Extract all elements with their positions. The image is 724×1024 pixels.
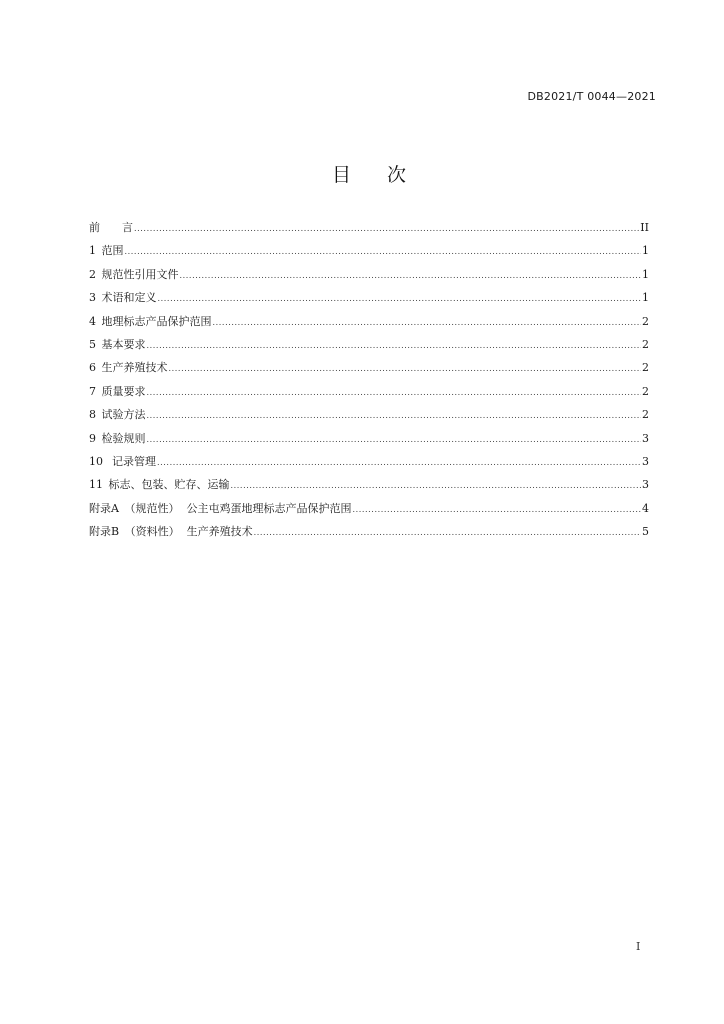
toc-entry-number: 前	[89, 221, 122, 234]
toc-entry-number: 11	[89, 478, 109, 492]
toc-leader-dots	[134, 221, 639, 237]
page-number: I	[636, 940, 641, 953]
toc-entry-page: 3	[642, 454, 649, 468]
toc-entry-page: 2	[642, 361, 649, 375]
toc-leader-dots	[352, 502, 641, 518]
toc-entry-label: 范围	[101, 244, 124, 258]
toc-entry-4[interactable]	[89, 314, 649, 337]
toc-entry-number: 附录B	[89, 525, 125, 539]
toc-entry-label: 质量要求	[101, 384, 146, 398]
toc-entry-appendix-b[interactable]	[89, 524, 649, 547]
toc-entry-foreword[interactable]	[89, 220, 649, 243]
document-code: DB2021/T 0044—2021	[527, 90, 656, 103]
toc-entry-label: 检验规则	[101, 431, 146, 445]
toc-entry-label: 记录管理	[108, 454, 156, 468]
toc-entry-page: 2	[642, 337, 649, 351]
toc-entry-11[interactable]	[89, 477, 649, 500]
toc-entry-label: （规范性） 公主屯鸡蛋地理标志产品保护范围	[124, 501, 352, 515]
toc-entry-3[interactable]	[89, 290, 649, 313]
toc-title-part2: 次	[387, 164, 407, 186]
table-of-contents	[89, 220, 649, 547]
toc-entry-number: 5	[89, 337, 102, 351]
toc-entry-7[interactable]	[89, 384, 649, 407]
toc-entry-number: 6	[89, 361, 102, 375]
toc-entry-label: 基本要求	[101, 337, 146, 351]
toc-entry-8[interactable]	[89, 407, 649, 430]
toc-title	[332, 160, 406, 187]
toc-entry-10[interactable]	[89, 454, 649, 477]
toc-entry-page: 3	[642, 431, 649, 445]
toc-entry-number: 8	[89, 408, 102, 422]
toc-leader-dots	[147, 432, 642, 448]
toc-entry-number: 3	[89, 291, 102, 305]
toc-entry-page: 4	[642, 501, 649, 515]
toc-entry-label: 标志、包装、贮存、运输	[108, 478, 230, 492]
toc-entry-label: 规范性引用文件	[101, 267, 179, 281]
toc-entry-number: 附录A	[89, 501, 125, 515]
toc-entry-number: 10	[89, 454, 109, 468]
toc-entry-number: 2	[89, 267, 102, 281]
toc-leader-dots	[254, 525, 641, 541]
toc-entry-label: 术语和定义	[101, 291, 157, 305]
toc-entry-label: 言	[122, 221, 133, 234]
toc-entry-page: 3	[642, 478, 649, 492]
toc-leader-dots	[147, 338, 642, 354]
toc-leader-dots	[157, 455, 641, 471]
toc-title-part1: 目	[332, 164, 352, 186]
toc-entry-page: II	[640, 221, 649, 234]
toc-leader-dots	[125, 244, 642, 260]
toc-leader-dots	[169, 361, 642, 377]
toc-leader-dots	[158, 291, 642, 307]
toc-entry-page: 1	[642, 291, 649, 305]
toc-leader-dots	[147, 408, 642, 424]
toc-leader-dots	[180, 268, 642, 284]
toc-entry-number: 1	[89, 244, 102, 258]
toc-entry-page: 2	[642, 314, 649, 328]
toc-entry-appendix-a[interactable]	[89, 501, 649, 524]
toc-entry-page: 5	[642, 525, 649, 539]
toc-entry-2[interactable]	[89, 267, 649, 290]
toc-entry-page: 2	[642, 384, 649, 398]
toc-entry-6[interactable]	[89, 360, 649, 383]
toc-entry-page: 1	[642, 244, 649, 258]
toc-entry-page: 1	[642, 267, 649, 281]
toc-entry-1[interactable]	[89, 243, 649, 266]
toc-entry-number: 9	[89, 431, 102, 445]
toc-leader-dots	[213, 315, 642, 331]
toc-entry-9[interactable]	[89, 431, 649, 454]
toc-entry-label: 生产养殖技术	[101, 361, 168, 375]
toc-leader-dots	[147, 385, 642, 401]
toc-entry-5[interactable]	[89, 337, 649, 360]
toc-entry-number: 4	[89, 314, 102, 328]
toc-entry-label: 试验方法	[101, 408, 146, 422]
toc-leader-dots	[231, 478, 642, 494]
toc-entry-page: 2	[642, 408, 649, 422]
toc-entry-number: 7	[89, 384, 102, 398]
toc-entry-label: （资料性） 生产养殖技术	[124, 525, 253, 539]
toc-entry-label: 地理标志产品保护范围	[101, 314, 212, 328]
